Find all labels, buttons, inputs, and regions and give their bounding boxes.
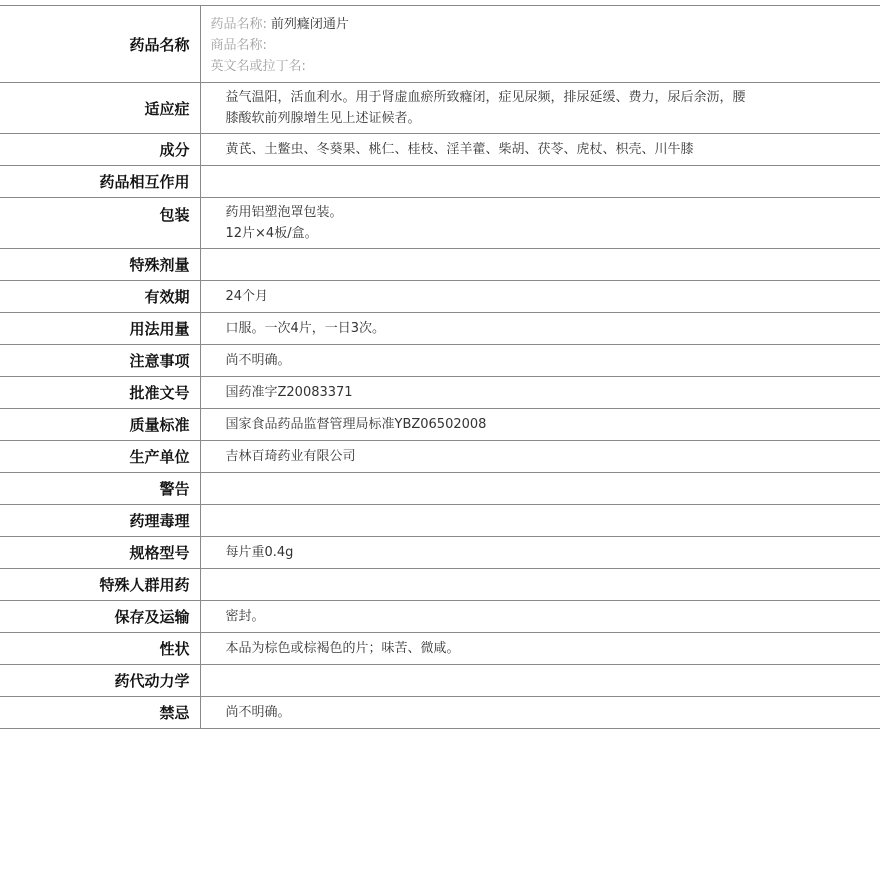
row-indication [0, 83, 880, 134]
label-special-dose: 特殊剂量 [0, 249, 200, 281]
value-ingredients: 黄芪、土鳖虫、冬葵果、桃仁、桂枝、淫羊藿、柴胡、茯苓、虎杖、枳壳、川牛膝 [225, 142, 694, 157]
value-pharmacokinetics [200, 665, 880, 697]
label-pharmacology: 药理毒理 [0, 505, 200, 537]
label-drug-name: 药品名称 [0, 6, 200, 83]
indication-line-1: 益气温阳，活血利水。用于肾虚血瘀所致癃闭，症见尿频，排尿延缓、费力，尿后余沥，腰 [225, 90, 746, 105]
label-contraindications: 禁忌 [0, 697, 200, 729]
label-approval: 批准文号 [0, 377, 200, 409]
label-warning: 警告 [0, 473, 200, 505]
label-spec: 规格型号 [0, 537, 200, 569]
label-indication: 适应症 [0, 83, 200, 134]
row-interactions [0, 166, 880, 198]
drug-info-table [0, 5, 880, 729]
row-usage [0, 313, 880, 345]
label-manufacturer: 生产单位 [0, 441, 200, 473]
row-warning [0, 473, 880, 505]
row-approval [0, 377, 880, 409]
row-storage [0, 601, 880, 633]
generic-name-value: 前列癃闭通片 [270, 17, 349, 32]
value-pharmacology [200, 505, 880, 537]
row-contraindications [0, 697, 880, 729]
row-spec [0, 537, 880, 569]
row-pharmacology [0, 505, 880, 537]
row-drug-name [0, 6, 880, 83]
label-appearance: 性状 [0, 633, 200, 665]
value-contraindications: 尚不明确。 [225, 705, 291, 720]
value-warning [200, 473, 880, 505]
label-validity: 有效期 [0, 281, 200, 313]
label-special-groups: 特殊人群用药 [0, 569, 200, 601]
value-manufacturer: 吉林百琦药业有限公司 [225, 449, 356, 464]
label-pharmacokinetics: 药代动力学 [0, 665, 200, 697]
latin-name-line [211, 56, 791, 77]
label-standard: 质量标准 [0, 409, 200, 441]
value-spec: 每片重0.4g [225, 545, 294, 560]
value-appearance: 本品为棕色或棕褐色的片；味苦、微咸。 [225, 641, 460, 656]
value-standard: 国家食品药品监督管理局标准YBZ06502008 [225, 417, 487, 432]
row-precautions [0, 345, 880, 377]
row-standard [0, 409, 880, 441]
row-special-dose [0, 249, 880, 281]
row-appearance [0, 633, 880, 665]
value-special-dose [200, 249, 880, 281]
trade-name-line [211, 35, 791, 56]
label-interactions: 药品相互作用 [0, 166, 200, 198]
value-indication [200, 83, 880, 134]
value-usage: 口服。一次4片，一日3次。 [225, 321, 386, 336]
row-special-groups [0, 569, 880, 601]
row-package [0, 198, 880, 249]
value-approval: 国药准字Z20083371 [225, 385, 353, 400]
label-storage: 保存及运输 [0, 601, 200, 633]
row-manufacturer [0, 441, 880, 473]
row-validity [0, 281, 880, 313]
value-special-groups [200, 569, 880, 601]
generic-name-key: 药品名称: [210, 17, 267, 32]
value-drug-name [200, 6, 880, 83]
row-pharmacokinetics [0, 665, 880, 697]
label-usage: 用法用量 [0, 313, 200, 345]
value-validity: 24个月 [225, 289, 269, 304]
value-precautions: 尚不明确。 [225, 353, 291, 368]
latin-name-key: 英文名或拉丁名: [210, 59, 306, 74]
label-precautions: 注意事项 [0, 345, 200, 377]
value-package [200, 198, 880, 249]
row-ingredients [0, 134, 880, 166]
value-storage: 密封。 [225, 609, 265, 624]
label-package: 包装 [0, 198, 200, 249]
generic-name-line [211, 14, 791, 35]
trade-name-key: 商品名称: [210, 38, 267, 53]
package-line-1: 药用铝塑泡罩包装。 [225, 205, 343, 220]
indication-line-2: 膝酸软前列腺增生见上述证候者。 [225, 111, 421, 126]
label-ingredients: 成分 [0, 134, 200, 166]
package-line-2: 12片×4板/盒。 [225, 226, 318, 241]
value-interactions [200, 166, 880, 198]
